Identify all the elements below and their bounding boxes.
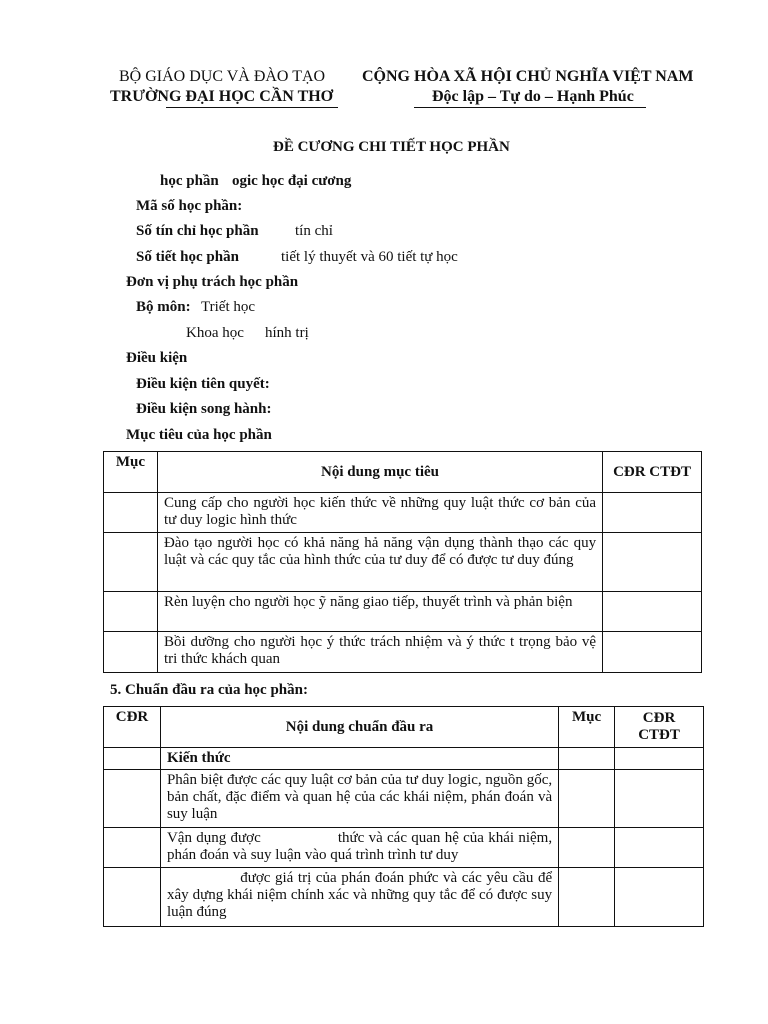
motto: Độc lập – Tự do – Hạnh Phúc — [432, 88, 634, 105]
table-cell: Vận dụng được thức và các quan hệ của khái niệm, phán đoán và suy luận vào quá trình trình tư duy — [160, 828, 558, 868]
table-cell — [603, 592, 702, 632]
course-name-label: học phần — [160, 173, 219, 189]
table-cell — [615, 770, 704, 828]
table-cell — [603, 533, 702, 592]
table-row — [104, 592, 702, 632]
table-cell: Đào tạo người học có khả năng hả năng vận dụng thành thạo các quy luật và các quy tắc của hình thức của tư duy để có được tư duy đúng — [157, 533, 602, 592]
unit-label: Đơn vị phụ trách học phần — [126, 274, 299, 290]
outcomes-table — [103, 706, 704, 927]
table-cell — [104, 632, 158, 673]
prerequisite-label: Điều kiện tiên quyết: — [136, 376, 270, 392]
table-cell — [104, 770, 161, 828]
hours-value: tiết lý thuyết và 60 tiết tự học — [281, 249, 458, 265]
table-cell: Cung cấp cho người học kiến thức về những quy luật thức cơ bản của tư duy logic hình thức — [157, 493, 602, 533]
course-name-value: ogic học đại cương — [232, 173, 352, 189]
department-label: Bộ môn: — [136, 299, 191, 315]
header-muc: Mục — [104, 452, 158, 493]
header-outcome-content: Nội dung chuẩn đầu ra — [160, 707, 558, 748]
table-row — [104, 770, 704, 828]
objectives-label: Mục tiêu của học phần — [126, 427, 272, 443]
corequisite-label: Điều kiện song hành: — [136, 401, 272, 417]
country-name: CỘNG HÒA XÃ HỘI CHỦ NGHĨA VIỆT NAM — [362, 68, 694, 85]
table-cell — [615, 828, 704, 868]
university-name: TRƯỜNG ĐẠI HỌC CẦN THƠ — [110, 88, 334, 105]
conditions-label: Điều kiện — [126, 350, 188, 366]
table-cell — [104, 828, 161, 868]
credits-value: tín chỉ — [295, 223, 333, 239]
credits-label: Số tín chỉ học phần — [136, 223, 259, 239]
table-header-row — [104, 452, 702, 493]
table-row — [104, 828, 704, 868]
table-cell — [615, 868, 704, 927]
table-cell — [559, 770, 615, 828]
hours-label: Số tiết học phần — [136, 249, 239, 265]
table-cell — [559, 748, 615, 770]
table-row — [104, 533, 702, 592]
header-cdr-ctdt: CĐR CTĐT — [615, 707, 704, 748]
table-row — [104, 868, 704, 927]
section-heading: Kiến thức — [160, 748, 558, 770]
university-underline — [166, 107, 338, 108]
objectives-table — [103, 451, 702, 673]
table-cell: Bồi dưỡng cho người học ý thức trách nhiệm và ý thức t trọng bảo vệ tri thức khách quan — [157, 632, 602, 673]
table-cell — [603, 632, 702, 673]
header-content: Nội dung mục tiêu — [157, 452, 602, 493]
header-cdr: CĐR CTĐT — [603, 452, 702, 493]
header-cdr-code: CĐR — [104, 707, 161, 748]
header-muc: Mục — [559, 707, 615, 748]
table-cell — [104, 868, 161, 927]
department-value: Triết học — [201, 299, 256, 315]
table-cell — [559, 868, 615, 927]
table-cell — [615, 748, 704, 770]
outcomes-label: 5. Chuẩn đầu ra của học phần: — [110, 682, 308, 698]
table-row — [104, 748, 704, 770]
table-cell — [104, 533, 158, 592]
ministry-name: BỘ GIÁO DỤC VÀ ĐÀO TẠO — [119, 68, 326, 85]
table-row — [104, 632, 702, 673]
motto-underline — [414, 107, 646, 108]
faculty-text-b: hính trị — [265, 325, 309, 341]
table-cell — [603, 493, 702, 533]
document-title: ĐỀ CƯƠNG CHI TIẾT HỌC PHẦN — [273, 139, 510, 155]
table-cell: Rèn luyện cho người học ỹ năng giao tiếp, thuyết trình và phản biện — [157, 592, 602, 632]
course-code-label: Mã số học phần: — [136, 198, 243, 214]
table-cell — [104, 592, 158, 632]
table-row — [104, 493, 702, 533]
table-cell: được giá trị của phán đoán phức và các yêu cầu để xây dựng khái niệm chính xác và những quy tắc để có được suy luận đúng — [160, 868, 558, 927]
table-cell: Phân biệt được các quy luật cơ bản của tư duy logic, nguồn gốc, bản chất, đặc điểm và quan hệ của các khái niệm, phán đoán và suy luận — [160, 770, 558, 828]
table-cell — [104, 493, 158, 533]
table-header-row — [104, 707, 704, 748]
table-cell — [559, 828, 615, 868]
table-cell — [104, 748, 161, 770]
faculty-text-a: Khoa học — [186, 325, 244, 341]
